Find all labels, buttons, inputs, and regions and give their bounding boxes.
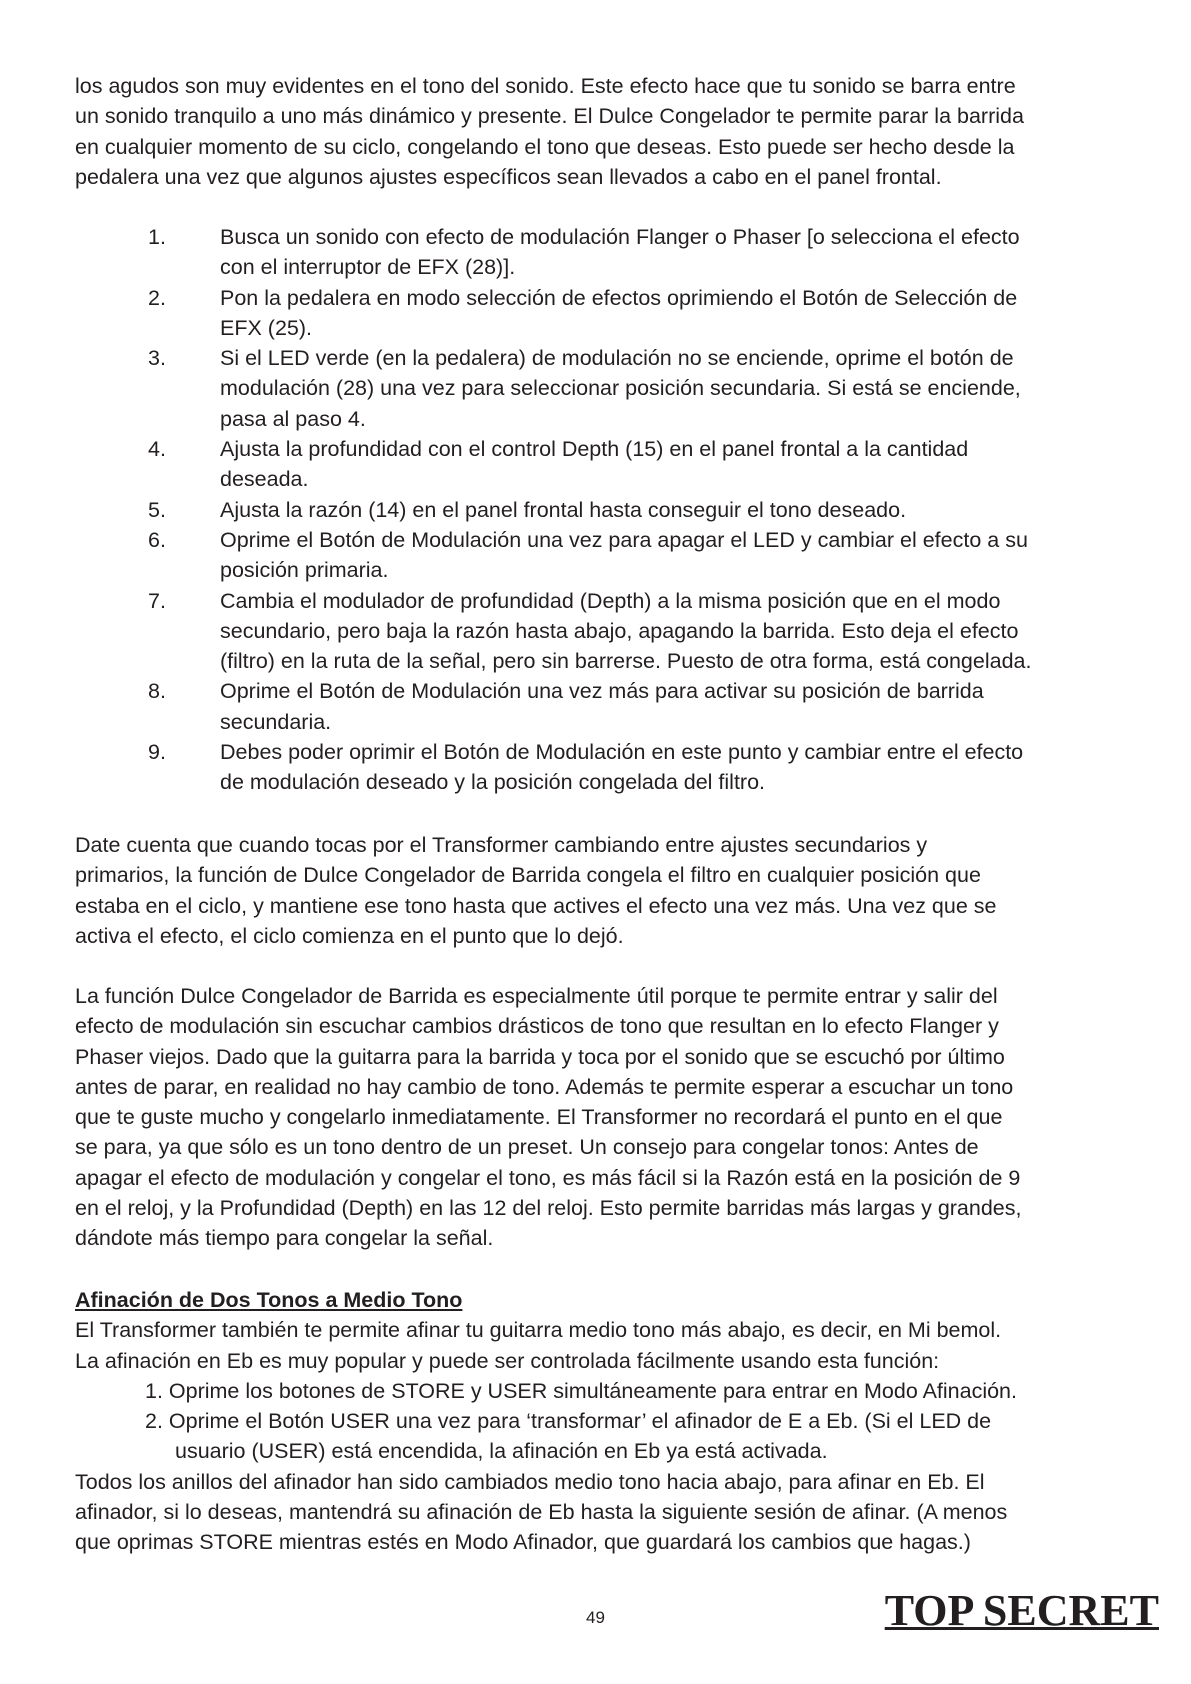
list-text [220, 495, 906, 525]
paragraph-freeze-benefits [75, 981, 1165, 1254]
list-text [220, 434, 968, 495]
list-number: 8. [148, 679, 166, 704]
brand-logo: TOP SECRET [884, 1586, 1159, 1635]
text-line: modulación (28) una vez para seleccionar posición secundaria. Si está se enciende, [220, 376, 1021, 401]
list-text [220, 525, 1028, 586]
list-item [0, 525, 1090, 586]
text-line: Date cuenta que cuando tocas por el Transformer cambiando entre ajustes secundarios y [75, 833, 928, 857]
text-line: Si el LED verde (en la pedalera) de modulación no se enciende, oprime el botón de [220, 346, 1014, 371]
text-line: un sonido tranquilo a uno más dinámico y presente. El Dulce Congelador te permite parar la barrida [75, 104, 1024, 129]
list-item [0, 434, 1090, 495]
text-line: dándote más tiempo para congelar la señal. [75, 1226, 494, 1251]
list-text [220, 737, 1023, 798]
text-line: Cambia el modulador de profundidad (Depth) a la misma posición que en el modo [220, 588, 1001, 613]
list-number: 1. [148, 225, 166, 249]
text-line: secundario, pero baja la razón hasta abajo, apagando la barrida. Esto deja el efecto [220, 618, 1019, 643]
numbered-steps [0, 222, 1090, 798]
list-number: 7. [148, 588, 166, 613]
text-line: pedalera una vez que algunos ajustes específicos sean llevados a cabo en el panel frontal. [75, 164, 942, 189]
list-number: 9. [148, 740, 166, 765]
section-heading: Afinación de Dos Tonos a Medio Tono [75, 1288, 463, 1312]
text-line: primarios, la función de Dulce Congelador de Barrida congela el filtro en cualquier posición que [75, 863, 981, 888]
list-text [220, 343, 1021, 434]
tuning-step: 2. Oprime el Botón USER una vez para ‘transformar’ el afinador de E a Eb. (Si el LED de [145, 1409, 992, 1434]
list-item [0, 676, 1090, 737]
paragraph-freeze-note [75, 830, 1165, 951]
list-item [0, 343, 1090, 434]
text-line: (filtro) en la ruta de la señal, pero sin barrerse. Puesto de otra forma, está congelada. [220, 649, 1032, 674]
list-number: 4. [148, 437, 166, 462]
list-text [220, 676, 984, 737]
text-line: Oprime el Botón de Modulación una vez para apagar el LED y cambiar el efecto a su [220, 527, 1028, 552]
list-item [0, 586, 1090, 677]
tuning-step-continued: usuario (USER) está encendida, la afinación en Eb ya está activada. [175, 1439, 828, 1464]
text-line: los agudos son muy evidentes en el tono del sonido. Este efecto hace que tu sonido se barra entre [75, 74, 1016, 98]
list-item [0, 737, 1090, 798]
text-line: El Transformer también te permite afinar tu guitarra medio tono más abajo, es decir, en Mi bemol. [75, 1318, 1002, 1343]
text-line: afinador, si lo deseas, mantendrá su afinación de Eb hasta la siguiente sesión de afinar. (A menos [75, 1500, 1008, 1525]
text-line: secundaria. [220, 709, 332, 734]
page-number: 49 [586, 1608, 605, 1627]
list-item [0, 495, 1090, 525]
text-line: activa el efecto, el ciclo comienza en el punto que lo dejó. [75, 923, 624, 948]
text-line: que oprimas STORE mientras estés en Modo Afinador, que guardará los cambios que hagas.) [75, 1530, 971, 1555]
text-line: estaba en el ciclo, y mantiene ese tono hasta que actives el efecto una vez más. Una vez que se [75, 893, 997, 918]
text-line: posición primaria. [220, 558, 389, 583]
text-line: La afinación en Eb es muy popular y puede ser controlada fácilmente usando esta función: [75, 1348, 940, 1373]
text-line: antes de parar, en realidad no hay cambio de tono. Además te permite esperar a escuchar un tono [75, 1074, 1014, 1099]
text-line: Pon la pedalera en modo selección de efectos oprimiendo el Botón de Selección de [220, 285, 1018, 310]
list-text [220, 586, 1031, 677]
text-line: efecto de modulación sin escuchar cambios drásticos de tono que resultan en lo efecto Flanger y [75, 1014, 999, 1039]
text-line: en cualquier momento de su ciclo, congelando el tono que deseas. Esto puede ser hecho desde la [75, 134, 1015, 159]
text-line: deseada. [220, 467, 309, 492]
text-line: Debes poder oprimir el Botón de Modulación en este punto y cambiar entre el efecto [220, 740, 1024, 765]
list-number: 2. [148, 285, 166, 310]
list-item [0, 283, 1090, 344]
list-text [220, 283, 1017, 344]
text-line: Oprime el Botón de Modulación una vez más para activar su posición de barrida [220, 679, 984, 704]
text-line: La función Dulce Congelador de Barrida es especialmente útil porque te permite entrar y salir del [75, 984, 998, 1008]
text-line: apagar el efecto de modulación y congelar el tono, es más fácil si la Razón está en la posición de 9 [75, 1165, 1021, 1190]
list-number: 3. [148, 346, 166, 371]
text-line: que te guste mucho y congelarlo inmediatamente. El Transformer no recordará el punto en el que [75, 1105, 1003, 1130]
text-line: se para, ya que sólo es un tono dentro de un preset. Un consejo para congelar tonos: Antes de [75, 1135, 979, 1160]
text-line: Busca un sonido con efecto de modulación Flanger o Phaser [o selecciona el efecto [220, 225, 1020, 249]
tuning-step: 1. Oprime los botones de STORE y USER simultáneamente para entrar en Modo Afinación. [145, 1378, 1017, 1403]
list-text [220, 222, 1020, 283]
text-line: de modulación deseado y la posición congelada del filtro. [220, 770, 766, 795]
intro-paragraph [75, 71, 1165, 192]
text-line: Todos los anillos del afinador han sido cambiados medio tono hacia abajo, para afinar en Eb. El [75, 1469, 985, 1494]
text-line: en el reloj, y la Profundidad (Depth) en las 12 del reloj. Esto permite barridas más largas y grandes, [75, 1196, 1022, 1221]
text-line: Ajusta la profundidad con el control Depth (15) en el panel frontal a la cantidad [220, 437, 969, 462]
text-line: Phaser viejos. Dado que la guitarra para la barrida y toca por el sonido que se escuchó por último [75, 1044, 1005, 1069]
list-item [0, 222, 1090, 283]
text-line: Ajusta la razón (14) en el panel frontal hasta conseguir el tono deseado. [220, 497, 907, 522]
text-line: con el interruptor de EFX (28)]. [220, 255, 516, 280]
list-number: 5. [148, 497, 166, 522]
text-line: pasa al paso 4. [220, 406, 366, 431]
list-number: 6. [148, 527, 166, 552]
text-line: EFX (25). [220, 315, 312, 340]
tuning-section [75, 1285, 1165, 1558]
